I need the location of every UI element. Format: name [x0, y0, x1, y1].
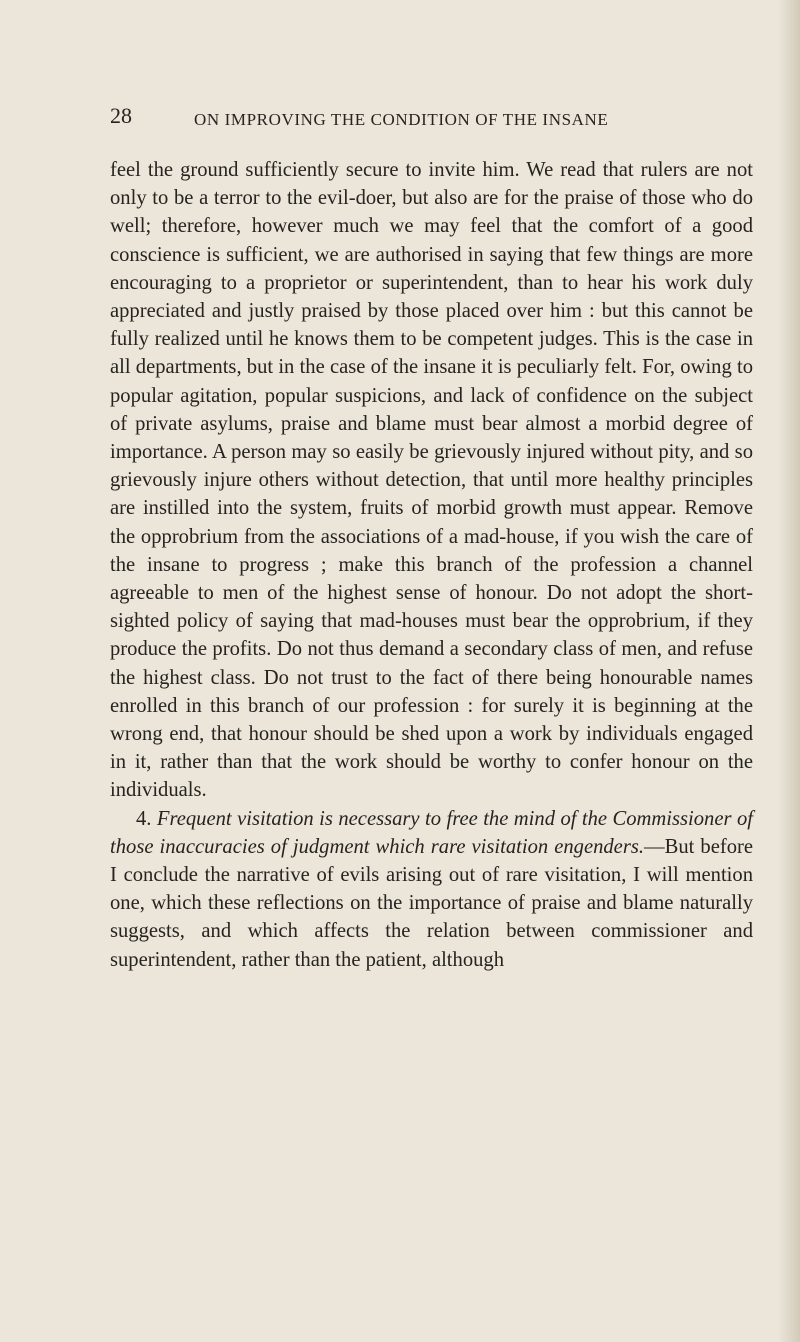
- running-head: [110, 104, 750, 134]
- page-number: 28: [110, 103, 132, 128]
- section-number: 4.: [136, 807, 152, 830]
- body-text: [110, 156, 753, 974]
- section-title: Frequent visitation is necessary to free the mind of the Commissioner of those inaccuracies of judgment which rare visitation engenders.: [110, 807, 753, 858]
- paragraph-2: [110, 805, 753, 974]
- running-title: ON IMPROVING THE CONDITION OF THE INSANE: [194, 110, 609, 129]
- paragraph-1: feel the ground sufficiently secure to invite him. We read that rulers are not only to be a terror to the evil-doer, but also are for the praise of those who do well; therefore, however much we may feel that the comfort of a good conscience is sufficient, we are authorised in saying that few things are more encouraging to a proprietor or superintendent, than to hear his work duly appreciated and justly praised by those placed over him : but this cannot be fully realized until he knows them to be competent judges. This is the case in all departments, but in the case of the insane it is peculiarly felt. For, owing to popular agitation, popular suspicions, and lack of confidence on the subject of private asylums, praise and blame must bear almost a morbid degree of importance. A person may so easily be grievously injured without pity, and so grievously injure others without detection, that until more healthy principles are instilled into the system, fruits of morbid growth must appear. Remove the opprobrium from the associations of a mad-house, if you wish the care of the insane to progress ; make this branch of the profession a channel agreeable to men of the highest sense of honour. Do not adopt the short-sighted policy of saying that mad-houses must bear the opprobrium, if they produce the profits. Do not thus demand a secondary class of men, and refuse the highest class. Do not trust to the fact of there being honourable names enrolled in this branch of our profession : for surely it is beginning at the wrong end, that honour should be shed upon a work by individuals engaged in it, rather than that the work should be worthy to confer honour on the individuals.: [110, 159, 753, 802]
- page-edge-shadow: [778, 0, 800, 1342]
- paragraph-2-text: —But before I conclude the narrative of evils arising out of rare visitation, I will mention one, which these reflections on the importance of praise and blame naturally suggests, and which affects the relation between commissioner and superintendent, rather than the patient, although: [110, 835, 753, 971]
